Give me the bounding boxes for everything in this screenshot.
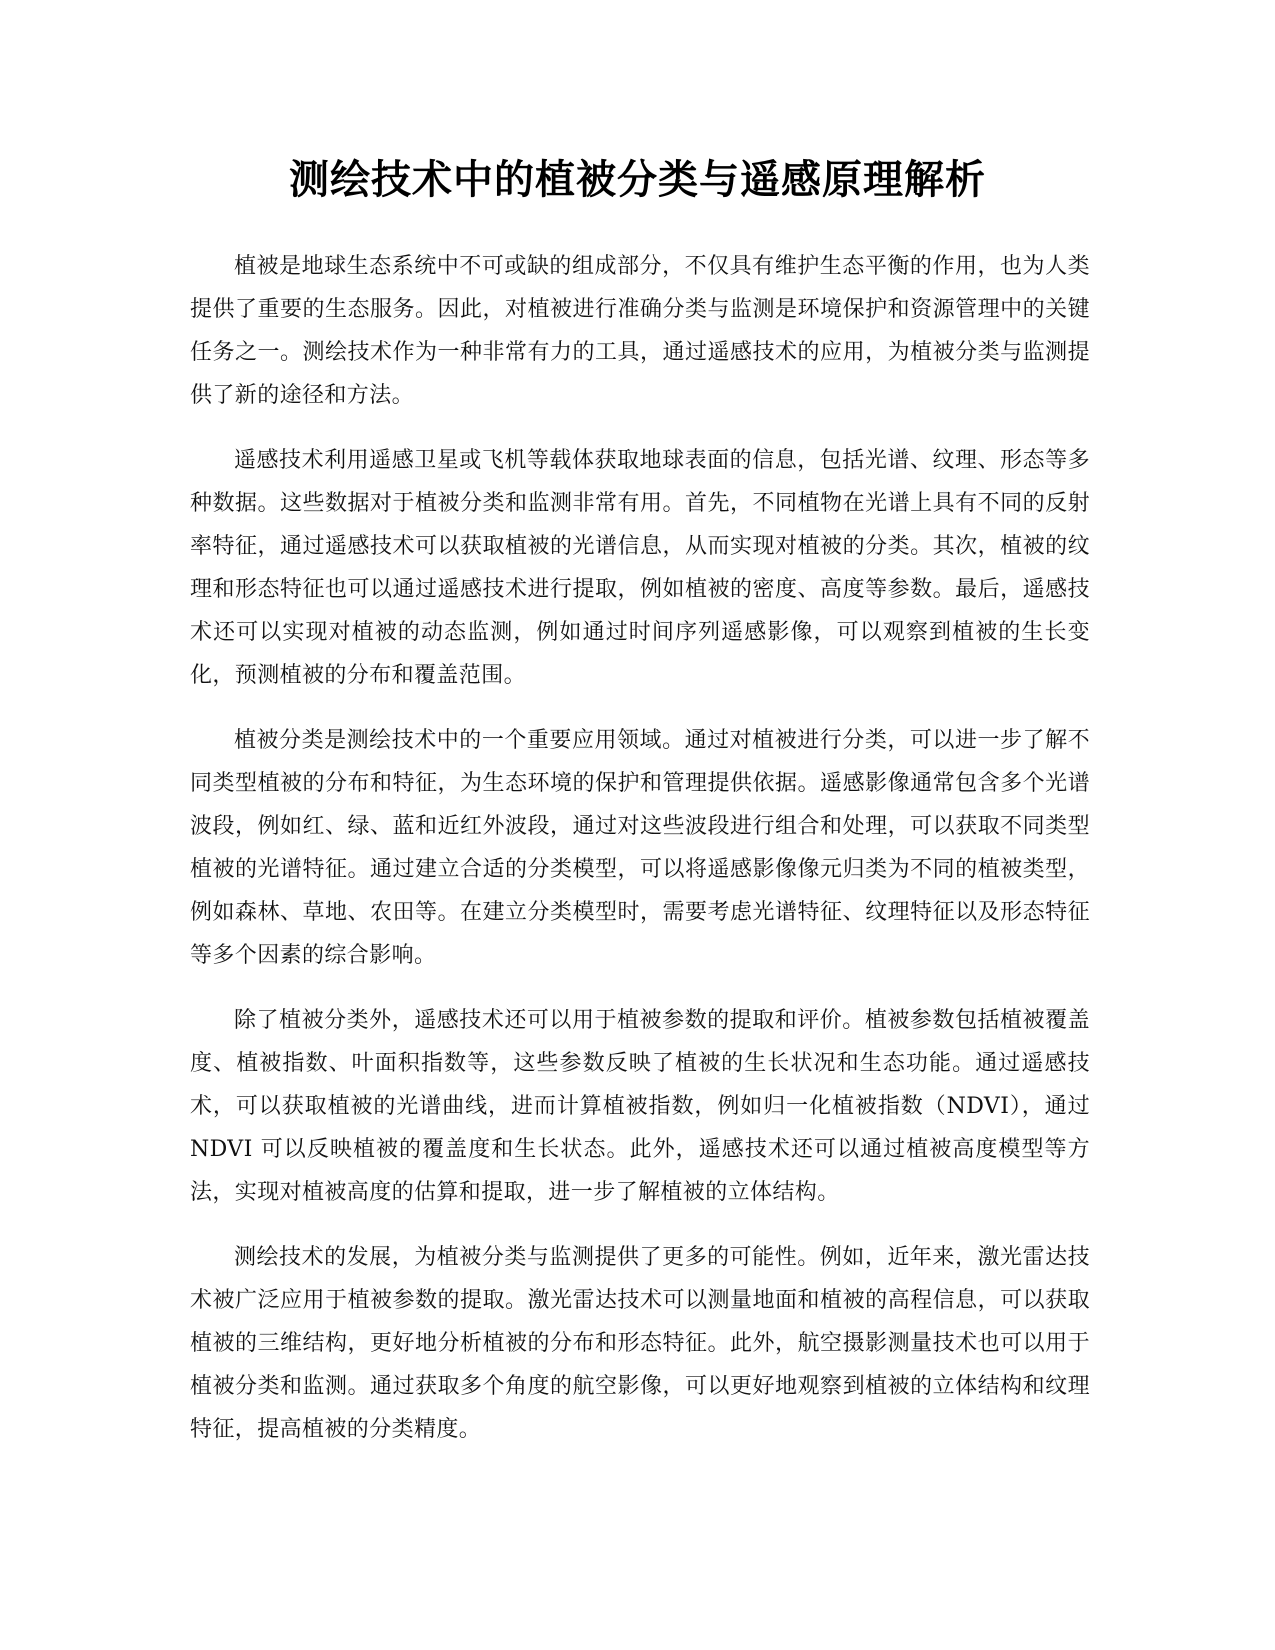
paragraph-vegetation-classification: 植被分类是测绘技术中的一个重要应用领域。通过对植被进行分类，可以进一步了解不同类型植被的分布和特征，为生态环境的保护和管理提供依据。遥感影像通常包含多个光谱波段，例如红、绿、蓝和近红外波段，通过对这些波段进行组合和处理，可以获取不同类型植被的光谱特征。通过建立合适的分类模型，可以将遥感影像像元归类为不同的植被类型，例如森林、草地、农田等。在建立分类模型时，需要考虑光谱特征、纹理特征以及形态特征等多个因素的综合影响。 (190, 728, 1090, 968)
paragraph-remote-sensing: 遥感技术利用遥感卫星或飞机等载体获取地球表面的信息，包括光谱、纹理、形态等多种数据。这些数据对于植被分类和监测非常有用。首先，不同植物在光谱上具有不同的反射率特征，通过遥感技术可以获取植被的光谱信息，从而实现对植被的分类。其次，植被的纹理和形态特征也可以通过遥感技术进行提取，例如植被的密度、高度等参数。最后，遥感技术还可以实现对植被的动态监测，例如通过时间序列遥感影像，可以观察到植被的生长变化，预测植被的分布和覆盖范围。 (190, 448, 1090, 688)
paragraph-surveying-development: 测绘技术的发展，为植被分类与监测提供了更多的可能性。例如，近年来，激光雷达技术被广泛应用于植被参数的提取。激光雷达技术可以测量地面和植被的高程信息，可以获取植被的三维结构，更好地分析植被的分布和形态特征。此外，航空摄影测量技术也可以用于植被分类和监测。通过获取多个角度的航空影像，可以更好地观察到植被的立体结构和纹理特征，提高植被的分类精度。 (190, 1245, 1090, 1442)
paragraph-vegetation-parameters: 除了植被分类外，遥感技术还可以用于植被参数的提取和评价。植被参数包括植被覆盖度、植被指数、叶面积指数等，这些参数反映了植被的生长状况和生态功能。通过遥感技术，可以获取植被的光谱曲线，进而计算植被指数，例如归一化植被指数（NDVI），通过 NDVI 可以反映植被的覆盖度和生长状态。此外，遥感技术还可以通过植被高度模型等方法，实现对植被高度的估算和提取，进一步了解植被的立体结构。 (190, 1008, 1090, 1205)
document-title: 测绘技术中的植被分类与遥感原理解析 (289, 157, 986, 203)
paragraph-intro: 植被是地球生态系统中不可或缺的组成部分，不仅具有维护生态平衡的作用，也为人类提供了重要的生态服务。因此，对植被进行准确分类与监测是环境保护和资源管理中的关键任务之一。测绘技术作为一种非常有力的工具，通过遥感技术的应用，为植被分类与监测提供了新的途径和方法。 (190, 254, 1090, 408)
document-body (190, 245, 1090, 1473)
